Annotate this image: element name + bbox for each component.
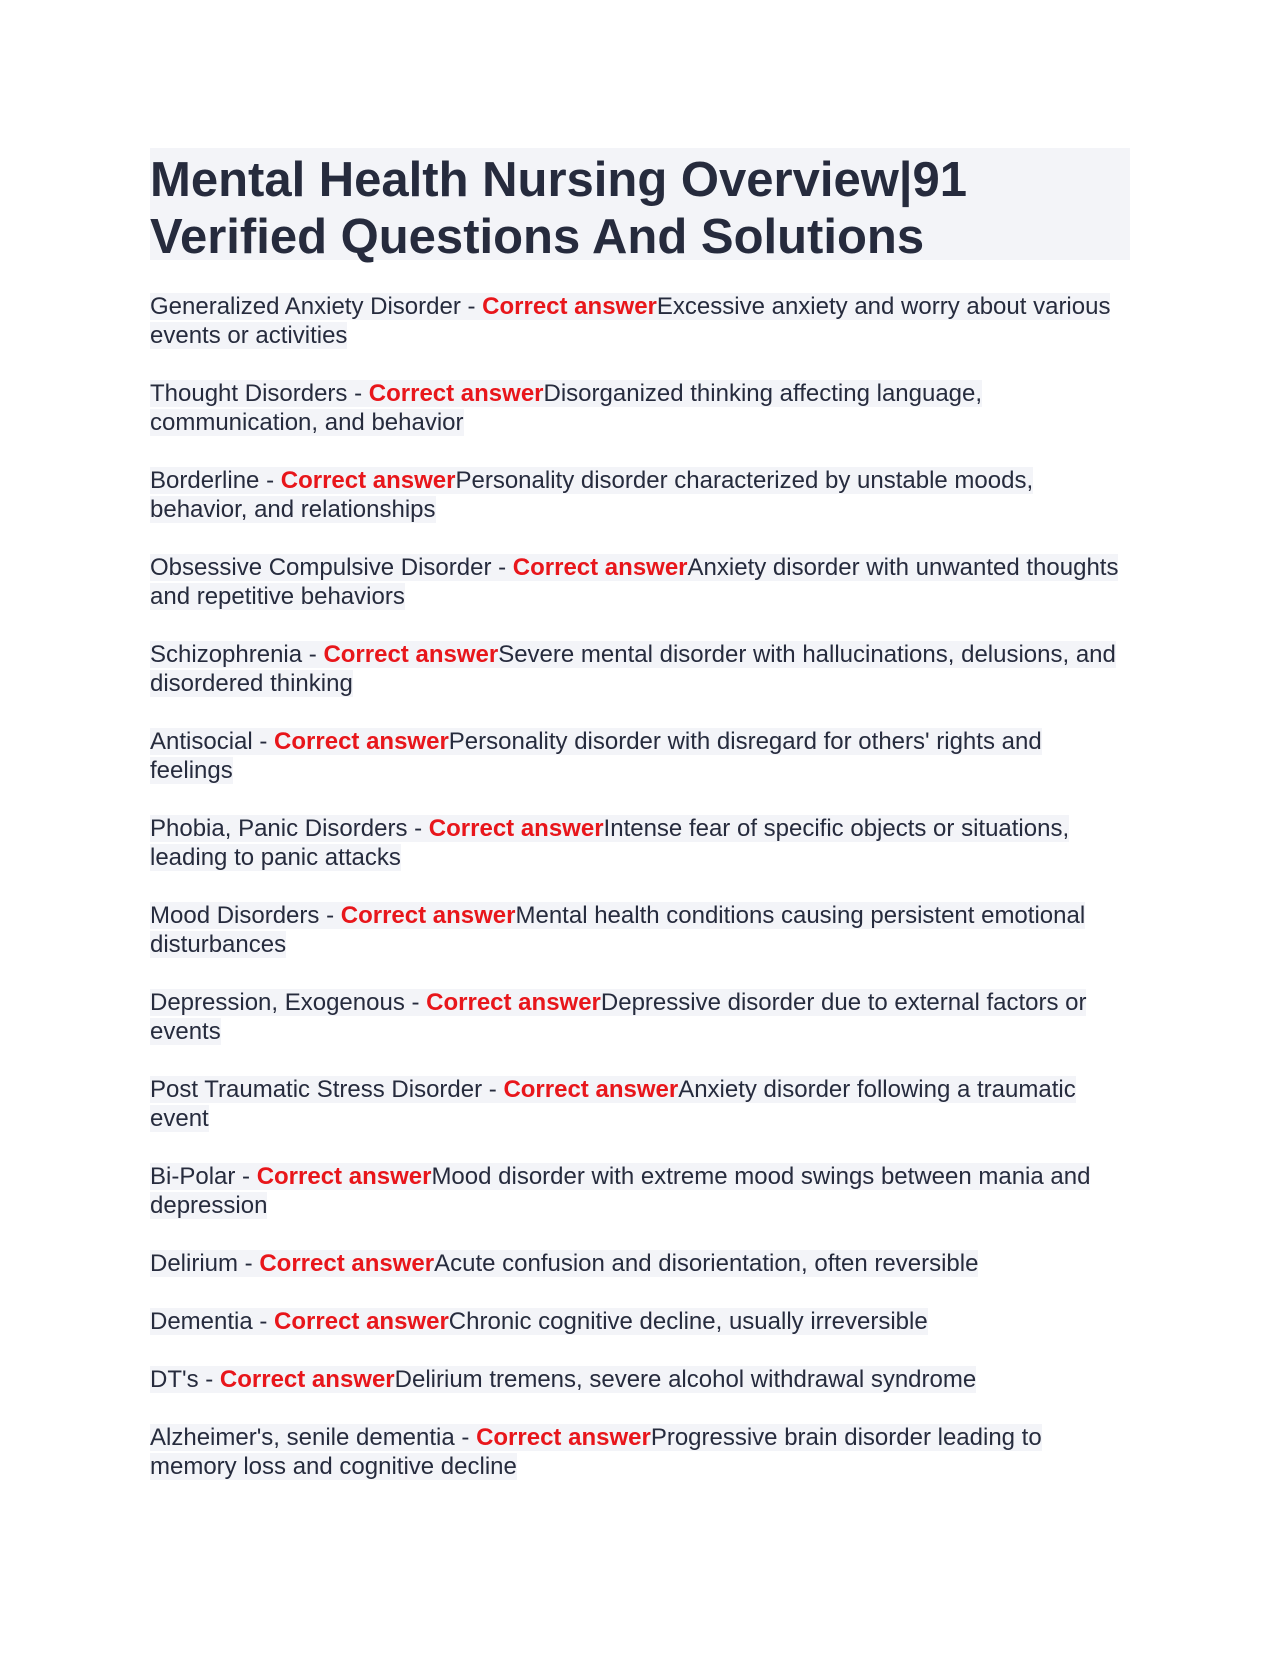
qa-item: [150, 1075, 1130, 1133]
correct-answer-label: Correct answer: [219, 1366, 395, 1393]
qa-answer: Excessive anxiety and worry about various events or activities: [150, 293, 1111, 349]
qa-item: [150, 1423, 1130, 1481]
qa-answer: Disorganized thinking affecting language, communication, and behavior: [150, 380, 983, 436]
qa-item: [150, 1249, 1130, 1278]
qa-answer: Mood disorder with extreme mood swings between mania and depression: [150, 1163, 1091, 1219]
qa-term: Thought Disorders -: [150, 380, 369, 407]
qa-answer: Mental health conditions causing persistent emotional disturbances: [150, 902, 1086, 958]
correct-answer-label: Correct answer: [482, 293, 657, 320]
qa-answer: Delirium tremens, severe alcohol withdrawal syndrome: [394, 1366, 977, 1393]
qa-item: [150, 901, 1130, 959]
qa-term: Delirium -: [150, 1250, 260, 1277]
qa-term: Alzheimer's, senile dementia -: [150, 1424, 477, 1451]
qa-item: [150, 1162, 1130, 1220]
qa-term: Obsessive Compulsive Disorder -: [150, 554, 513, 581]
correct-answer-label: Correct answer: [428, 815, 604, 842]
correct-answer-label: Correct answer: [323, 641, 499, 668]
qa-answer: Anxiety disorder following a traumatic event: [150, 1076, 1076, 1132]
correct-answer-label: Correct answer: [426, 989, 601, 1016]
correct-answer-label: Correct answer: [512, 554, 688, 581]
qa-item: [150, 379, 1130, 437]
qa-item: [150, 1307, 1130, 1336]
correct-answer-label: Correct answer: [503, 1076, 679, 1103]
qa-item: [150, 466, 1130, 524]
qa-term: Schizophrenia -: [150, 641, 324, 668]
correct-answer-label: Correct answer: [280, 467, 456, 494]
qa-list: [150, 292, 1130, 1481]
qa-answer: Depressive disorder due to external factors or events: [150, 989, 1087, 1045]
qa-answer: Anxiety disorder with unwanted thoughts and repetitive behaviors: [150, 554, 1119, 610]
qa-item: [150, 640, 1130, 698]
qa-answer: Intense fear of specific objects or situations, leading to panic attacks: [150, 815, 1070, 871]
correct-answer-label: Correct answer: [368, 380, 544, 407]
qa-term: Generalized Anxiety Disorder -: [150, 293, 483, 320]
qa-term: Depression, Exogenous -: [150, 989, 427, 1016]
qa-term: Bi-Polar -: [150, 1163, 257, 1190]
qa-answer: Personality disorder with disregard for others' rights and feelings: [150, 728, 1042, 784]
qa-term: Antisocial -: [150, 728, 275, 755]
qa-answer: Chronic cognitive decline, usually irreversible: [448, 1308, 928, 1335]
qa-answer: Severe mental disorder with hallucinations, delusions, and disordered thinking: [150, 641, 1116, 697]
qa-term: Mood Disorders -: [150, 902, 341, 929]
qa-item: [150, 814, 1130, 872]
correct-answer-label: Correct answer: [340, 902, 516, 929]
qa-term: Dementia -: [150, 1308, 275, 1335]
qa-item: [150, 292, 1130, 350]
qa-answer: Progressive brain disorder leading to memory loss and cognitive decline: [150, 1424, 1042, 1480]
qa-answer: Personality disorder characterized by unstable moods, behavior, and relationships: [150, 467, 1034, 523]
qa-answer: Acute confusion and disorientation, often reversible: [434, 1250, 979, 1277]
qa-item: [150, 1365, 1130, 1394]
correct-answer-label: Correct answer: [274, 728, 449, 755]
qa-term: DT's -: [150, 1366, 220, 1393]
qa-term: Phobia, Panic Disorders -: [150, 815, 429, 842]
document-title: Mental Health Nursing Overview|91 Verified Questions And Solutions: [150, 148, 1130, 260]
correct-answer-label: Correct answer: [256, 1163, 432, 1190]
correct-answer-label: Correct answer: [274, 1308, 449, 1335]
document-page: [150, 148, 1130, 1510]
qa-item: [150, 988, 1130, 1046]
qa-term: Post Traumatic Stress Disorder -: [150, 1076, 504, 1103]
qa-item: [150, 727, 1130, 785]
correct-answer-label: Correct answer: [259, 1250, 435, 1277]
qa-item: [150, 553, 1130, 611]
qa-term: Borderline -: [150, 467, 281, 494]
correct-answer-label: Correct answer: [476, 1424, 651, 1451]
